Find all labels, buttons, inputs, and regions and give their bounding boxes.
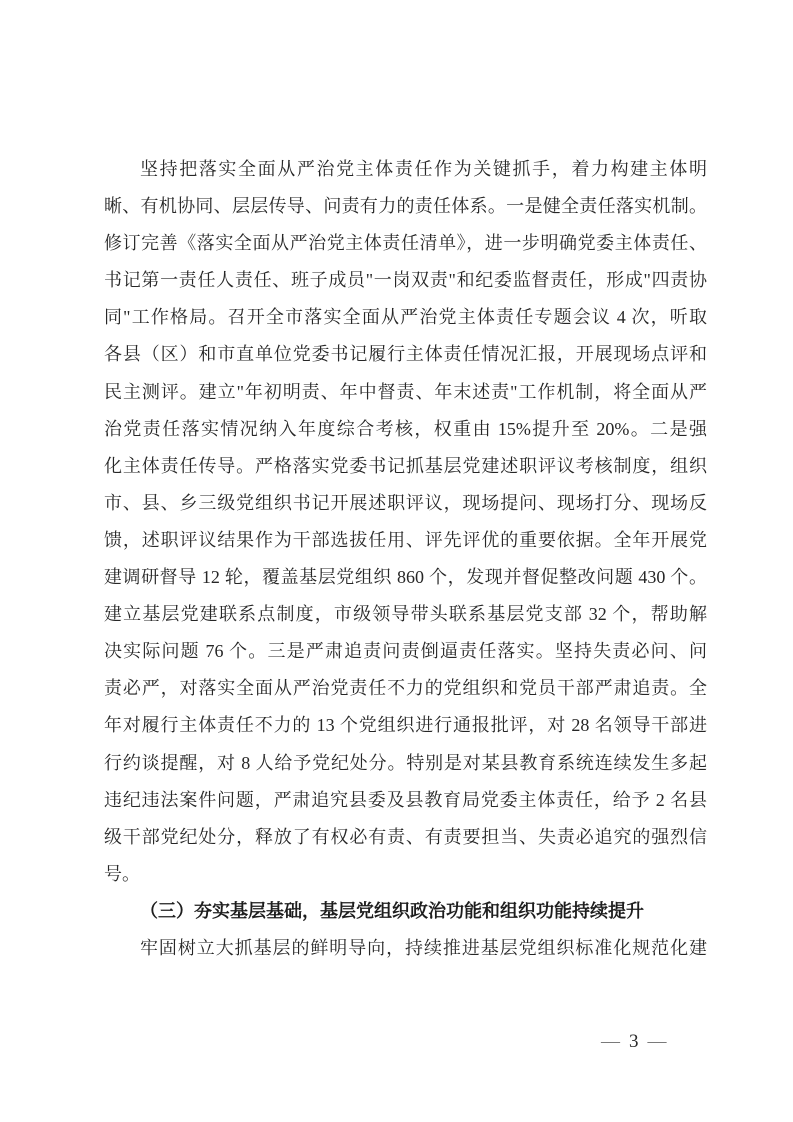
body-text-line: 晰、有机协同、层层传导、问责有力的责任体系。一是健全责任落实机制。 (104, 196, 707, 217)
body-text-line: 书记第一责任人责任、班子成员"一岗双责"和纪委监督责任，形成"四责协 (104, 270, 707, 291)
body-text-line: 同"工作格局。召开全市落实全面从严治党主体责任专题会议 4 次，听取 (104, 307, 707, 328)
body-text-line: 决实际问题 76 个。三是严肃追责问责倒逼责任落实。坚持失责必问、问 (104, 641, 707, 662)
body-text-line: 违纪违法案件问题，严肃追究县委及县教育局党委主体责任，给予 2 名县 (104, 789, 707, 810)
section-heading-line: （三）夯实基层基础，基层党组织政治功能和组织功能持续提升 (140, 900, 644, 921)
body-text-line: 责必严，对落实全面从严治党责任不力的党组织和党员干部严肃追责。全 (104, 678, 707, 699)
page-number-dash-right: — (647, 1031, 667, 1052)
body-text-line: 化主体责任传导。严格落实党委书记抓基层党建述职评议考核制度，组织 (104, 455, 707, 476)
body-text-line: 号。 (104, 863, 140, 884)
body-text-line: 修订完善《落实全面从严治党主体责任清单》，进一步明确党委主体责任、 (104, 233, 707, 254)
body-text-line: 级干部党纪处分，释放了有权必有责、有责要担当、失责必追究的强烈信 (104, 826, 707, 847)
body-text-line: 建立基层党建联系点制度，市级领导带头联系基层党支部 32 个，帮助解 (104, 604, 707, 625)
body-text-line: 馈，述职评议结果作为干部选拔任用、评先评优的重要依据。全年开展党 (104, 529, 707, 550)
body-text-line: 各县（区）和市直单位党委书记履行主体责任情况汇报，开展现场点评和 (104, 344, 707, 365)
body-text-line: 行约谈提醒，对 8 人给予党纪处分。特别是对某县教育系统连续发生多起 (104, 752, 707, 773)
body-text-line: 年对履行主体责任不力的 13 个党组织进行通报批评，对 28 名领导干部进 (104, 715, 707, 736)
document-body (104, 151, 707, 967)
page-number-value: 3 (629, 1031, 639, 1052)
body-text-line: 牢固树立大抓基层的鲜明导向，持续推进基层党组织标准化规范化建 (140, 937, 707, 958)
page-number-dash-left: — (601, 1031, 620, 1052)
body-text-line: 建调研督导 12 轮，覆盖基层党组织 860 个，发现并督促整改问题 430 个。 (104, 567, 707, 588)
body-text-line: 民主测评。建立"年初明责、年中督责、年末述责"工作机制，将全面从严 (104, 381, 707, 402)
body-text-line: 坚持把落实全面从严治党主体责任作为关键抓手，着力构建主体明 (140, 159, 707, 179)
body-text-line: 治党责任落实情况纳入年度综合考核，权重由 15%提升至 20%。二是强 (104, 418, 707, 439)
page-number (601, 1031, 667, 1053)
body-text-line: 市、县、乡三级党组织书记开展述职评议，现场提问、现场打分、现场反 (104, 492, 707, 513)
